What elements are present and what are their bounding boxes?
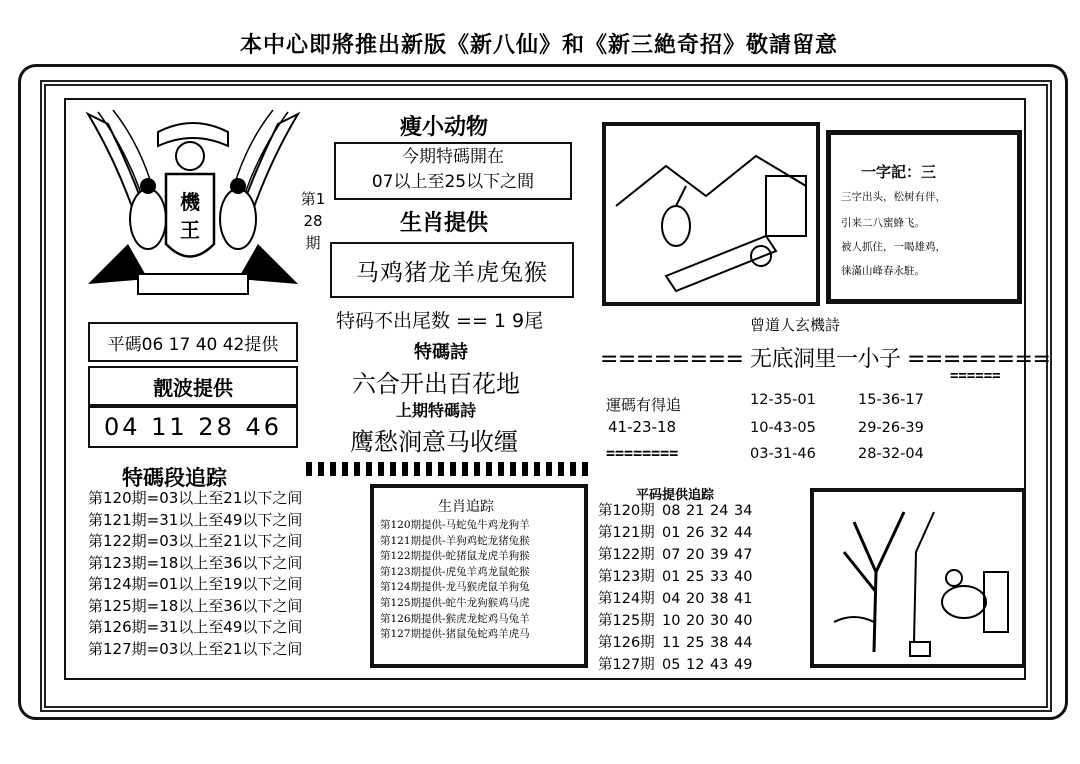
- zodiac-provide-animals: 马鸡猪龙羊虎兔猴: [356, 259, 548, 286]
- table-row: 第120期 08 21 24 34: [598, 503, 753, 519]
- list-item: 第123期=18以上至36以下之间: [88, 553, 303, 572]
- mystic-col1-val: 41-23-18: [608, 418, 677, 436]
- flat-track-table: [598, 500, 798, 676]
- mystic-col3-1: 15-36-17: [858, 392, 924, 408]
- one-word-line-1: 三字出头，松树有伴，: [841, 191, 946, 203]
- poem-last-line: 鹰愁涧意马收缰: [350, 428, 518, 456]
- list-item: 第120期提供-马蛇兔牛鸡龙狗羊: [380, 519, 530, 531]
- table-row: 第124期 04 20 38 41: [598, 591, 753, 607]
- flat-track-title: 平码提供追踪: [636, 488, 715, 503]
- list-item: 第125期提供-蛇牛龙狗猴鸡马虎: [380, 596, 530, 609]
- tree-bird-picture: [810, 488, 1026, 668]
- zodiac-track-title: 生肖追踪: [438, 499, 494, 515]
- table-row: 第125期 10 20 30 40: [598, 613, 753, 629]
- mystic-col3-3: 28-32-04: [858, 446, 924, 462]
- zodiac-track-box: [370, 484, 588, 668]
- zodiac-provide-box: [330, 242, 574, 298]
- list-item: 第127期提供-猪鼠兔蛇鸡羊虎马: [380, 628, 530, 641]
- ornament-divider: [306, 462, 588, 476]
- flat-code-box: [88, 322, 298, 362]
- thin-animals-line2: 07以上至25以下之間: [371, 172, 535, 192]
- list-item: 第121期提供-羊狗鸡蛇龙猪兔猴: [380, 534, 530, 547]
- table-row: 第127期 05 12 43 49: [598, 657, 753, 673]
- mystic-poem-banner: ======== 无底洞里一小子 ========: [600, 347, 1051, 372]
- poem-today-line: 六合开出百花地: [352, 370, 520, 398]
- list-item: 第125期=18以上至36以下之间: [88, 596, 303, 615]
- poem-last-title: 上期特碼詩: [396, 401, 477, 420]
- logo: [78, 104, 308, 302]
- color-wave-title: 靓波提供: [153, 375, 233, 400]
- list-item: 第127期=03以上至21以下之间: [88, 639, 303, 658]
- crane-landscape-icon: [606, 126, 816, 302]
- poem-today-title: 特碼詩: [414, 342, 468, 363]
- tree-bird-icon: [814, 492, 1022, 664]
- zodiac-provide-title: 生肖提供: [400, 211, 489, 236]
- logo-char-bottom: 王: [180, 218, 200, 242]
- zodiac-track-list: [380, 518, 530, 643]
- tail-text: 特码不出尾数 == 1 9尾: [336, 310, 544, 332]
- mystic-col1-bottom: ========: [606, 444, 679, 462]
- table-row: 第122期 07 20 39 47: [598, 547, 753, 563]
- list-item: 第122期=03以上至21以下之间: [88, 532, 303, 550]
- list-item: 第126期提供-猴虎龙蛇鸡马兔羊: [380, 612, 530, 625]
- logo-char-top: 機: [180, 190, 200, 214]
- list-item: 第123期提供-虎兔羊鸡龙鼠蛇猴: [380, 565, 530, 578]
- thin-animals-line1: 今期特碼開在: [402, 147, 504, 167]
- list-item: 第126期=31以上至49以下之间: [88, 618, 303, 636]
- mystic-poem-dashes-right: ======: [950, 368, 1001, 384]
- thin-animals-box: [334, 142, 572, 200]
- table-row: 第126期 11 25 38 44: [598, 635, 753, 651]
- mystic-col2-3: 03-31-46: [750, 446, 816, 462]
- list-item: 第122期提供-蛇猪鼠龙虎羊狗猴: [380, 550, 530, 563]
- thin-animals-title: 瘦小动物: [400, 115, 489, 140]
- header-notice: 本中心即將推出新版《新八仙》和《新三絶奇招》敬請留意: [240, 33, 839, 58]
- landscape-picture: [602, 122, 820, 306]
- one-word-box: [826, 130, 1022, 304]
- one-word-title: 一字記：三: [861, 163, 937, 181]
- one-word-line-3: 被人抓住，一喝雄鸡，: [841, 241, 946, 253]
- color-wave-numbers-box: [88, 406, 298, 448]
- mystic-col3-2: 29-26-39: [858, 420, 924, 436]
- color-wave-title-box: [88, 366, 298, 406]
- mystic-col1-head: 運碼有得追: [606, 396, 682, 414]
- issue-label: 第128期: [300, 190, 326, 252]
- one-word-line-4: 徕滿山峰春永駐。: [841, 265, 925, 277]
- table-row: 第123期 01 25 33 40: [598, 569, 753, 585]
- color-wave-numbers: 04 11 28 46: [103, 413, 283, 441]
- one-word-line-2: 引来二八蜜蜂飞。: [841, 217, 925, 229]
- mystic-col2-1: 12-35-01: [750, 392, 816, 408]
- segment-track-list: [88, 488, 302, 660]
- mystic-col2-2: 10-43-05: [750, 420, 816, 436]
- segment-track-title: 特碼段追踪: [122, 466, 227, 490]
- list-item: 第121期=31以上至49以下之间: [88, 510, 303, 529]
- list-item: 第120期=03以上至21以下之间: [88, 489, 303, 507]
- flat-code-text: 平碼06 17 40 42提供: [107, 334, 279, 355]
- mystic-poem-title: 曾道人玄機詩: [750, 316, 841, 334]
- table-row: 第121期 01 26 32 44: [598, 525, 753, 541]
- list-item: 第124期提供-龙马猴虎鼠羊狗兔: [380, 581, 530, 594]
- list-item: 第124期=01以上至19以下之间: [88, 575, 303, 593]
